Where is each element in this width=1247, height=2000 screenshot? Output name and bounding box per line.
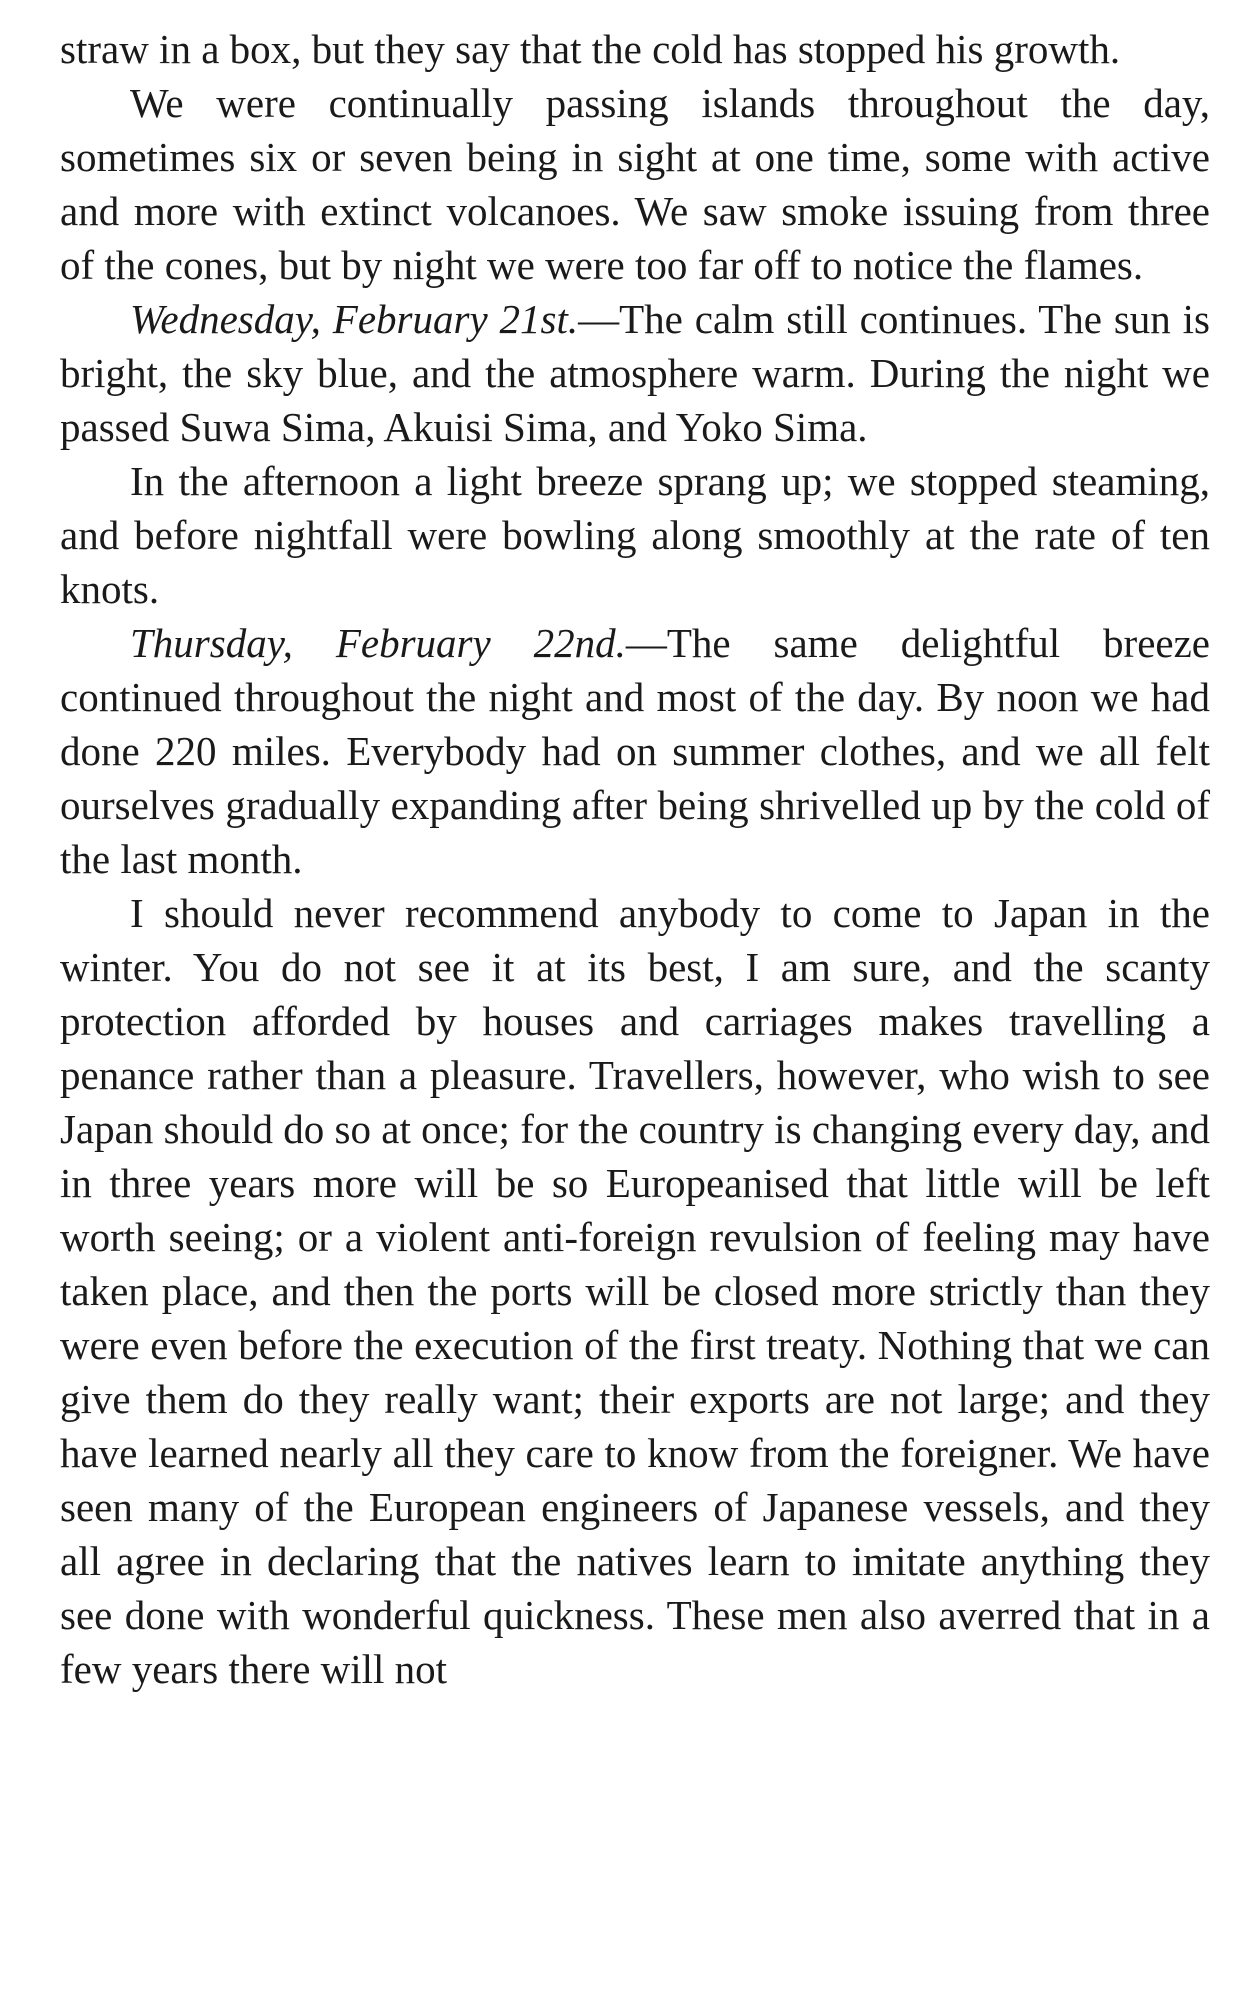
date-heading: Wednesday, February 21st. [130,296,579,342]
paragraph-wednesday [60,292,1210,454]
paragraph-islands [60,76,1210,292]
paragraph-text: —The same delightful breeze continued throughout the night and most of the day. By noon we had done 220 miles. Everybody had on summer clothes, and we all felt ourselves gradually expanding after being shrivelled up by the cold of the last month. [60,620,1210,882]
paragraph-text: straw in a box, but they say that the cold has stopped his growth. [60,26,1121,72]
paragraph-japan-winter [60,886,1210,1696]
paragraph-text: In the afternoon a light breeze sprang up; we stopped steaming, and before nightfall were bowling along smoothly at the rate of ten knots. [60,458,1210,612]
paragraph-text: —The calm still continues. The sun is bright, the sky blue, and the atmosphere warm. During the night we passed Suwa Sima, Akuisi Sima, and Yoko Sima. [60,296,1210,450]
paragraph-continuation [60,22,1210,76]
date-heading: Thursday, February 22nd. [130,620,626,666]
book-page [60,22,1210,1696]
paragraph-thursday [60,616,1210,886]
paragraph-text: We were continually passing islands throughout the day, sometimes six or seven being in sight at one time, some with active and more with extinct volcanoes. We saw smoke issuing from three of the cones, but by night we were too far off to notice the flames. [60,80,1210,288]
paragraph-text: I should never recommend anybody to come to Japan in the winter. You do not see it at its best, I am sure, and the scanty protection afforded by houses and carriages makes travelling a penance rather than a pleasure. Travellers, however, who wish to see Japan should do so at once; for the country is changing every day, and in three years more will be so Europeanised that little will be left worth seeing; or a violent anti-foreign revulsion of feeling may have taken place, and then the ports will be closed more strictly than they were even before the execution of the first treaty. Nothing that we can give them do they really want; their exports are not large; and they have learned nearly all they care to know from the foreigner. We have seen many of the European engineers of Japanese vessels, and they all agree in declaring that the natives learn to imitate anything they see done with wonderful quickness. These men also averred that in a few years there will not [60,890,1210,1692]
paragraph-afternoon [60,454,1210,616]
